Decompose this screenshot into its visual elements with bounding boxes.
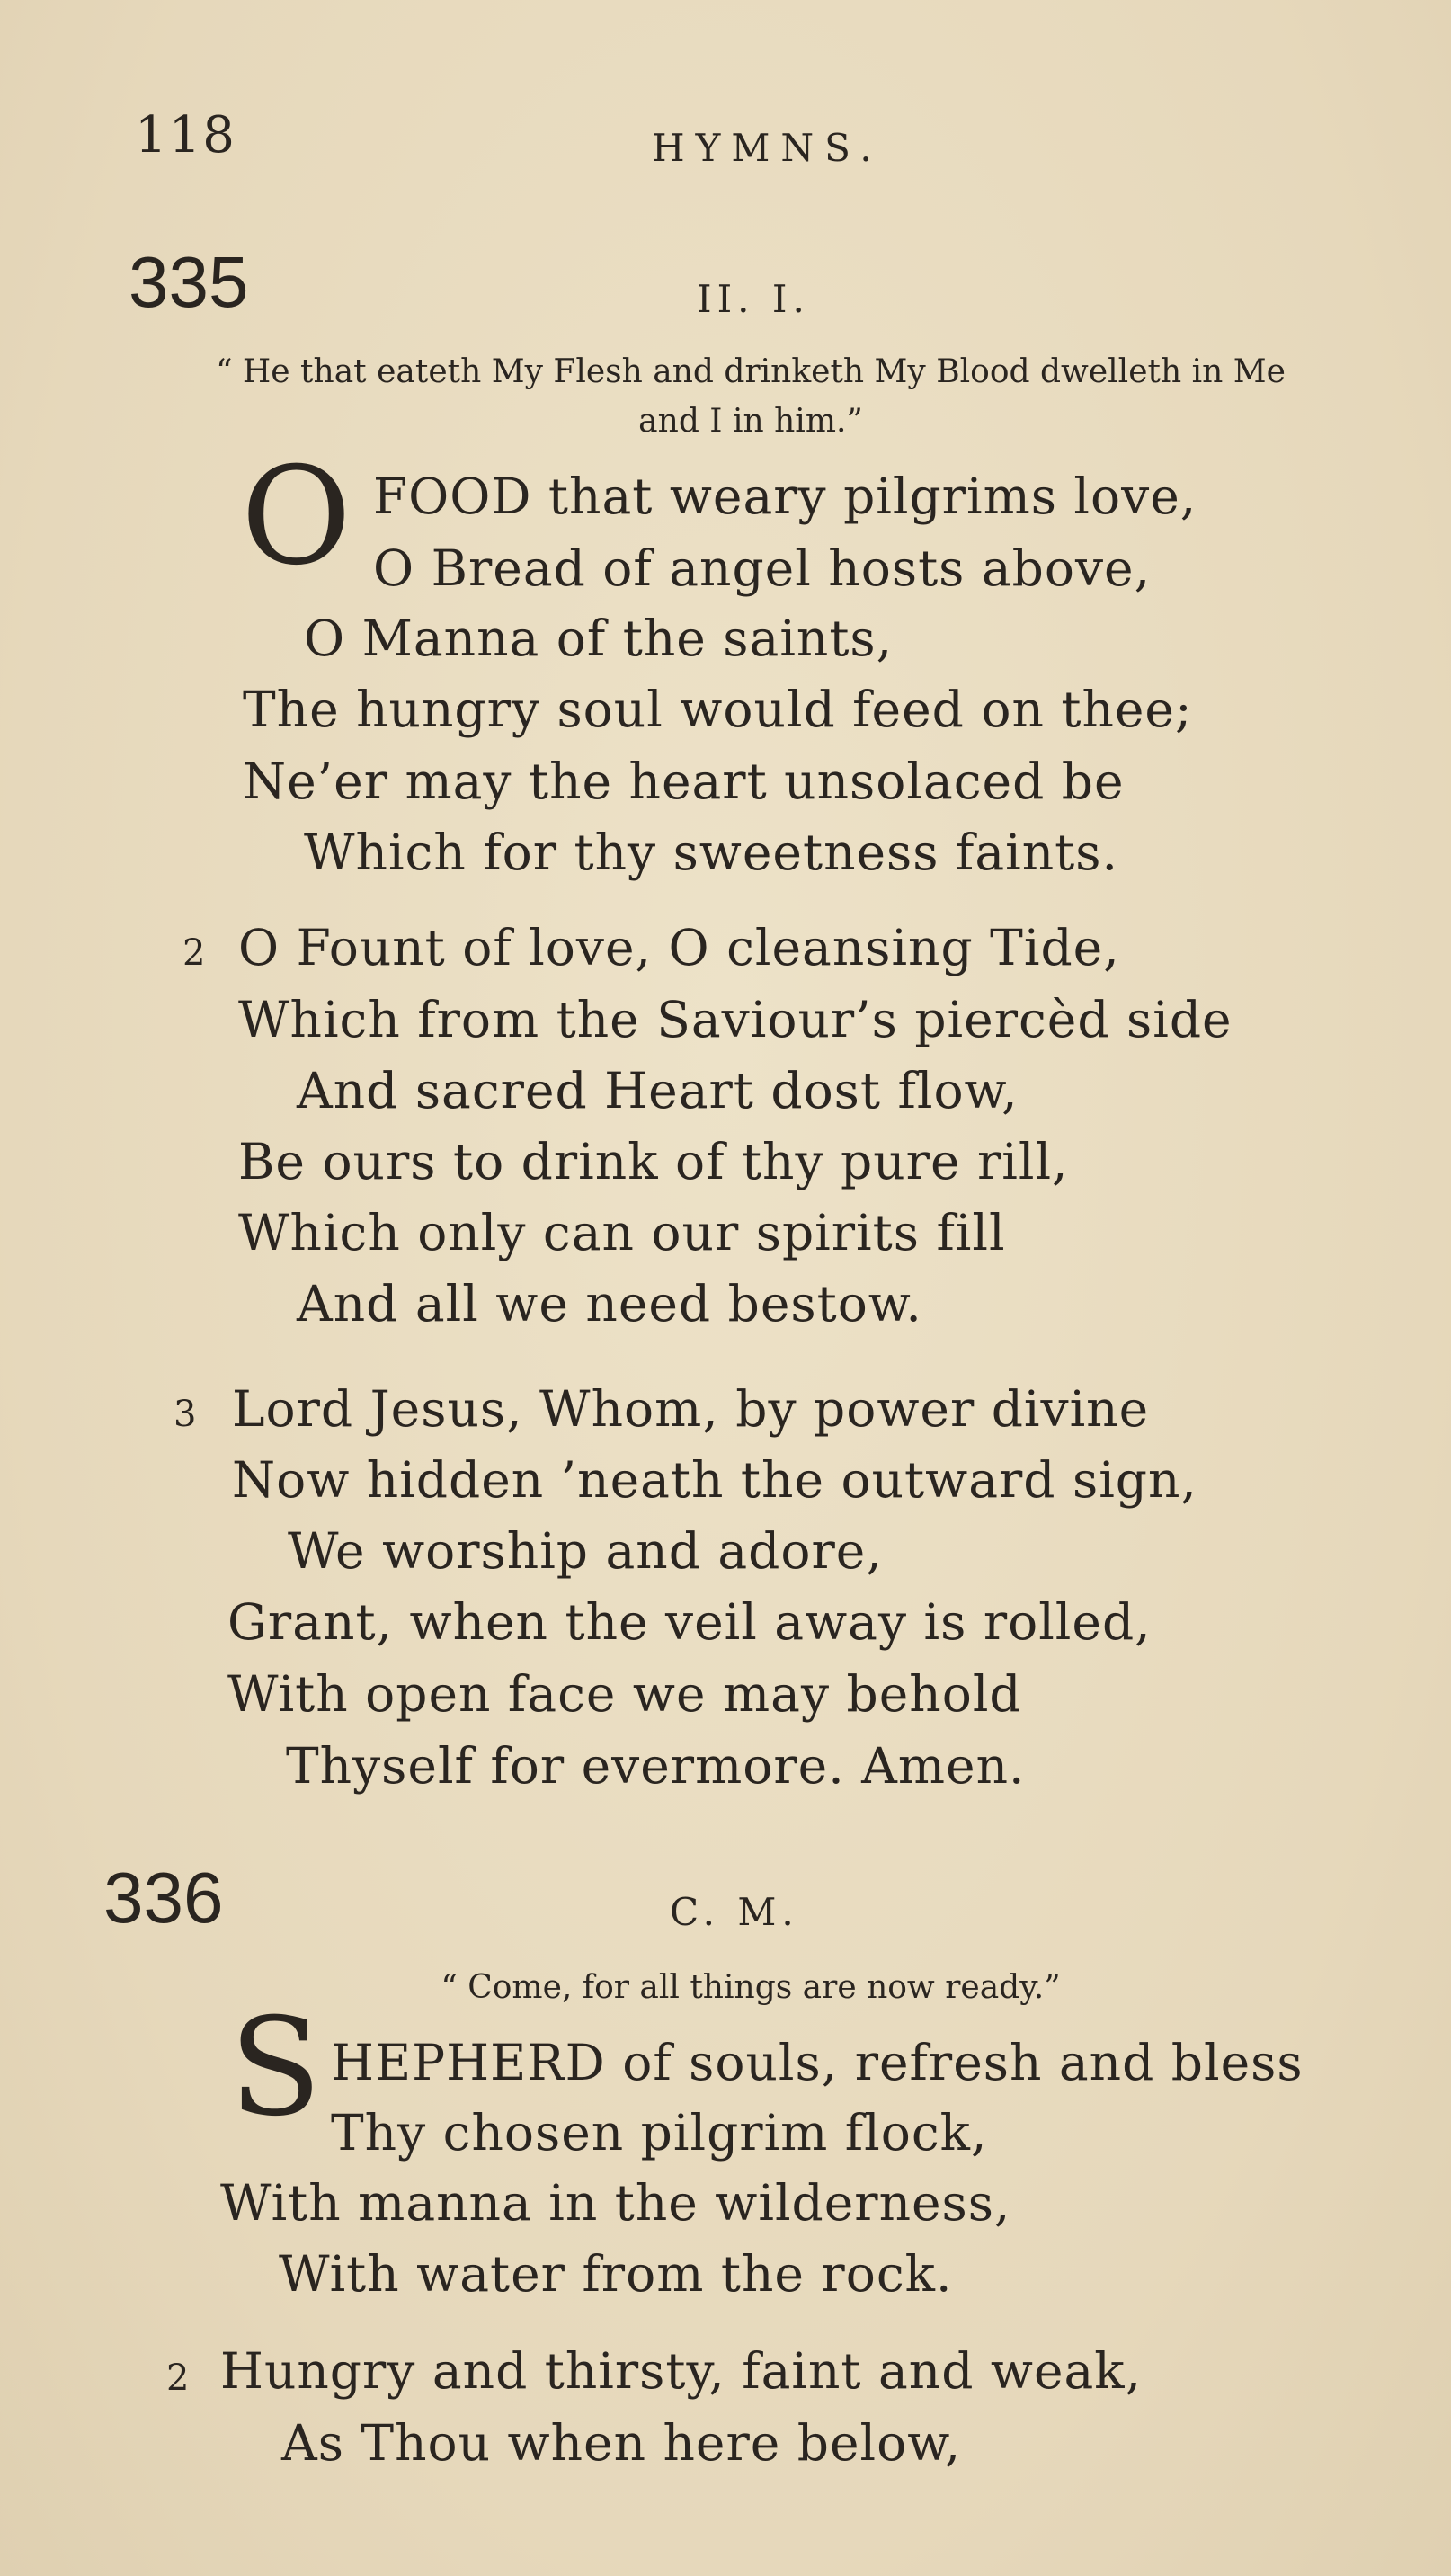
verse-line: Lord Jesus, Whom, by power divine — [232, 1380, 1150, 1438]
verse-line: Hungry and thirsty, faint and weak, — [220, 2342, 1143, 2400]
verse-line: Which from the Saviour’s piercèd side — [238, 991, 1233, 1048]
verse-line: With open face we may behold — [227, 1665, 1022, 1723]
verse-line: With water from the rock. — [279, 2245, 953, 2303]
hymn-number: 336 — [103, 1858, 224, 1938]
verse-line: Thy chosen pilgrim flock, — [331, 2104, 988, 2162]
drop-cap: O — [241, 439, 352, 595]
verse-line: Now hidden ’neath the outward sign, — [232, 1451, 1197, 1509]
verse-line: FOOD that weary pilgrims love, — [373, 468, 1197, 525]
hymn-meter: II. I. — [697, 277, 810, 321]
verse-line: Ne’er may the heart unsolaced be — [243, 753, 1125, 810]
running-head: HYMNS. — [652, 126, 883, 170]
hymn-epigraph: “ He that eateth My Flesh and drinketh My Blood dwelleth in Me — [216, 353, 1286, 390]
verse-line: Grant, when the veil away is rolled, — [227, 1593, 1152, 1651]
verse-line: Be ours to drink of thy pure rill, — [238, 1133, 1069, 1190]
verse-number: 2 — [166, 2358, 190, 2399]
verse-number: 2 — [182, 932, 206, 974]
verse-line: Thyself for evermore. Amen. — [286, 1737, 1026, 1795]
verse-line: And all we need bestow. — [297, 1275, 922, 1333]
verse-line: HEPHERD of souls, refresh and bless — [331, 2034, 1304, 2091]
verse-line: We worship and adore, — [288, 1522, 883, 1580]
verse-line: As Thou when here below, — [281, 2414, 962, 2472]
verse-line: With manna in the wilderness, — [220, 2174, 1011, 2232]
hymn-epigraph: and I in him.” — [638, 403, 863, 440]
verse-line: Which for thy sweetness faints. — [304, 824, 1118, 881]
verse-line: Which only can our spirits fill — [238, 1204, 1006, 1261]
hymn-epigraph: “ Come, for all things are now ready.” — [441, 1969, 1061, 2006]
verse-number: 3 — [174, 1394, 197, 1435]
verse-line: O Bread of angel hosts above, — [373, 539, 1152, 597]
page-number: 118 — [135, 106, 236, 165]
verse-line: The hungry soul would feed on thee; — [243, 681, 1193, 738]
verse-line: And sacred Heart dost flow, — [297, 1062, 1019, 1119]
hymn-number: 335 — [129, 242, 249, 322]
drop-cap: S — [229, 1990, 322, 2146]
hymn-meter: C. M. — [670, 1890, 799, 1934]
verse-line: O Fount of love, O cleansing Tide, — [238, 919, 1120, 976]
verse-line: O Manna of the saints, — [304, 610, 894, 667]
